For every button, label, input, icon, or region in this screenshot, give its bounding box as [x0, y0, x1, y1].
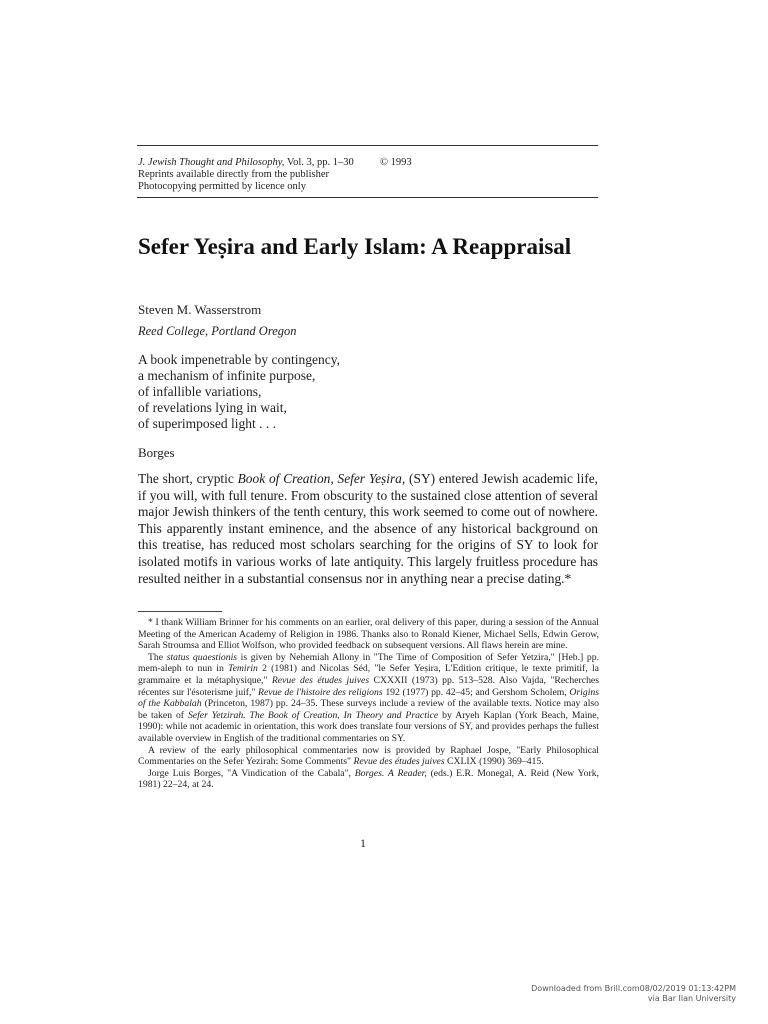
footnote-text: 192 (1977) pp. 42–45; and Gershom Scholem, [382, 686, 570, 698]
epigraph-line: of infallible variations, [138, 384, 262, 399]
footnote-text: The [148, 651, 167, 663]
epigraph [138, 352, 458, 432]
journal-header [138, 157, 598, 193]
page-number: 1 [360, 836, 366, 850]
epigraph-line: A book impenetrable by contingency, [138, 352, 340, 367]
photocopy-notice: Photocopying permitted by licence only [138, 181, 306, 192]
footnote-italic: Revue de l'histoire des religions [258, 686, 383, 698]
footnote-italic: Revue des études juives [271, 674, 370, 686]
copyright-year: © 1993 [380, 157, 412, 168]
footnote-status-quaestionis [138, 652, 599, 745]
reprints-notice: Reprints available directly from the publisher [138, 169, 329, 180]
book-title-italic: Book of Creation, Sefer Yeṣira, [237, 471, 406, 486]
footnote-italic: Origins of the Kabbalah [138, 686, 600, 710]
footnote-italic: status quaestionis [166, 651, 238, 663]
epigraph-line: a mechanism of infinite purpose, [138, 368, 316, 383]
footnote-text: A review of the early philosophical commentaries now is provided by Raphael Jospe, "Early Philosophical Commentaries on the Sefer Yezirah: Some Comments" [138, 744, 599, 768]
footnote-text: CXLIX (1990) 369–415. [444, 756, 544, 768]
footnote-text: Jorge Luis Borges, "A Vindication of the Cabala", [148, 767, 355, 779]
header-bottom-rule [137, 197, 598, 198]
footnote-text: (eds.) E.R. Monegal, A. Reid (New York, 1981) 22–24, at 24. [138, 767, 599, 791]
header-top-rule [137, 145, 598, 146]
body-text-segment: The short, cryptic [138, 471, 238, 486]
footnote-borges-source [138, 768, 599, 791]
footnote-italic: Sefer Yetzirah. The Book of Creation, In Theory and Practice [187, 709, 439, 721]
journal-name: J. Jewish Thought and Philosophy, [138, 157, 285, 168]
footnote-text: (Princeton, 1987) pp. 24–35. These surveys include a review of the available texts. Notice may also be taken of [138, 698, 599, 721]
download-watermark [531, 984, 736, 1004]
footnote-italic: Revue des études juives [353, 756, 445, 768]
body-text-segment: (SY) entered Jewish academic life, if you will, with full tenure. From obscurity to the sustained close attention of several major Jewish thinkers of the tenth century, this work seemed to come out of nowhere. This apparently instant eminence, and the absence of any historical background on this treatise, has reduced most scholars searching for the origins of SY to look for isolated motifs in various works of late antiquity. This largely fruitless procedure has resulted neither in a substantial consensus nor in anything near a precise dating.* [138, 471, 598, 586]
footnote-italic: Temirin [228, 663, 258, 675]
epigraph-line: of superimposed light . . . [138, 416, 276, 431]
epigraph-line: of revelations lying in wait, [138, 400, 287, 415]
footnotes [138, 617, 599, 791]
journal-citation-line [138, 157, 598, 169]
footnote-text: 2 (1981) and Nicolas Séd, "le Sefer Yeṣira, L'Edition critique, le texte primitif, la grammaire et la métaphysique," [138, 663, 599, 686]
epigraph-attribution: Borges [138, 445, 175, 460]
footnote-acknowledgement: * I thank William Brinner for his comments on an earlier, oral delivery of this paper, during a session of the Annual Meeting of the American Academy of Religion in 1986. Thanks also to Ronald Kiener, Michael Sells, Edwin Gerow, Sarah Stroumsa and Elliot Wolfson, who provided feedback on subsequent versions. All flaws herein are mine. [138, 617, 599, 652]
watermark-line: via Bar Ilan University [647, 994, 736, 1003]
footnote-text: by Aryeh Kaplan (York Beach, Maine, 1990): while not academic in orientation, this work does translate four versions of SY, and provides perhaps the fullest available overview in English of the traditional commentaries on SY. [138, 709, 599, 744]
body-paragraph [138, 471, 598, 587]
article-author: Steven M. Wasserstrom [138, 302, 262, 317]
footnote-italic: Borges. A Reader, [354, 767, 427, 779]
watermark-line: Downloaded from Brill.com08/02/2019 01:13:42PM [531, 984, 736, 993]
author-affiliation: Reed College, Portland Oregon [138, 324, 297, 338]
footnote-text: CXXXII (1973) pp. 513–528. Also Vajda, "Recherches récentes sur l'ésoterisme juif," [138, 674, 599, 698]
footnote-jospe-review [138, 745, 599, 768]
journal-volume: Vol. 3, pp. 1–30 [284, 157, 354, 168]
article-title: Sefer Yeṣira and Early Islam: A Reappraisal [138, 234, 572, 259]
footnote-rule [138, 611, 222, 612]
footnote-text: is given by Nehemiah Allony in "The Time of Composition of Sefer Yetzira," [Heb.] pp. mem-aleph to nun in [138, 651, 600, 675]
